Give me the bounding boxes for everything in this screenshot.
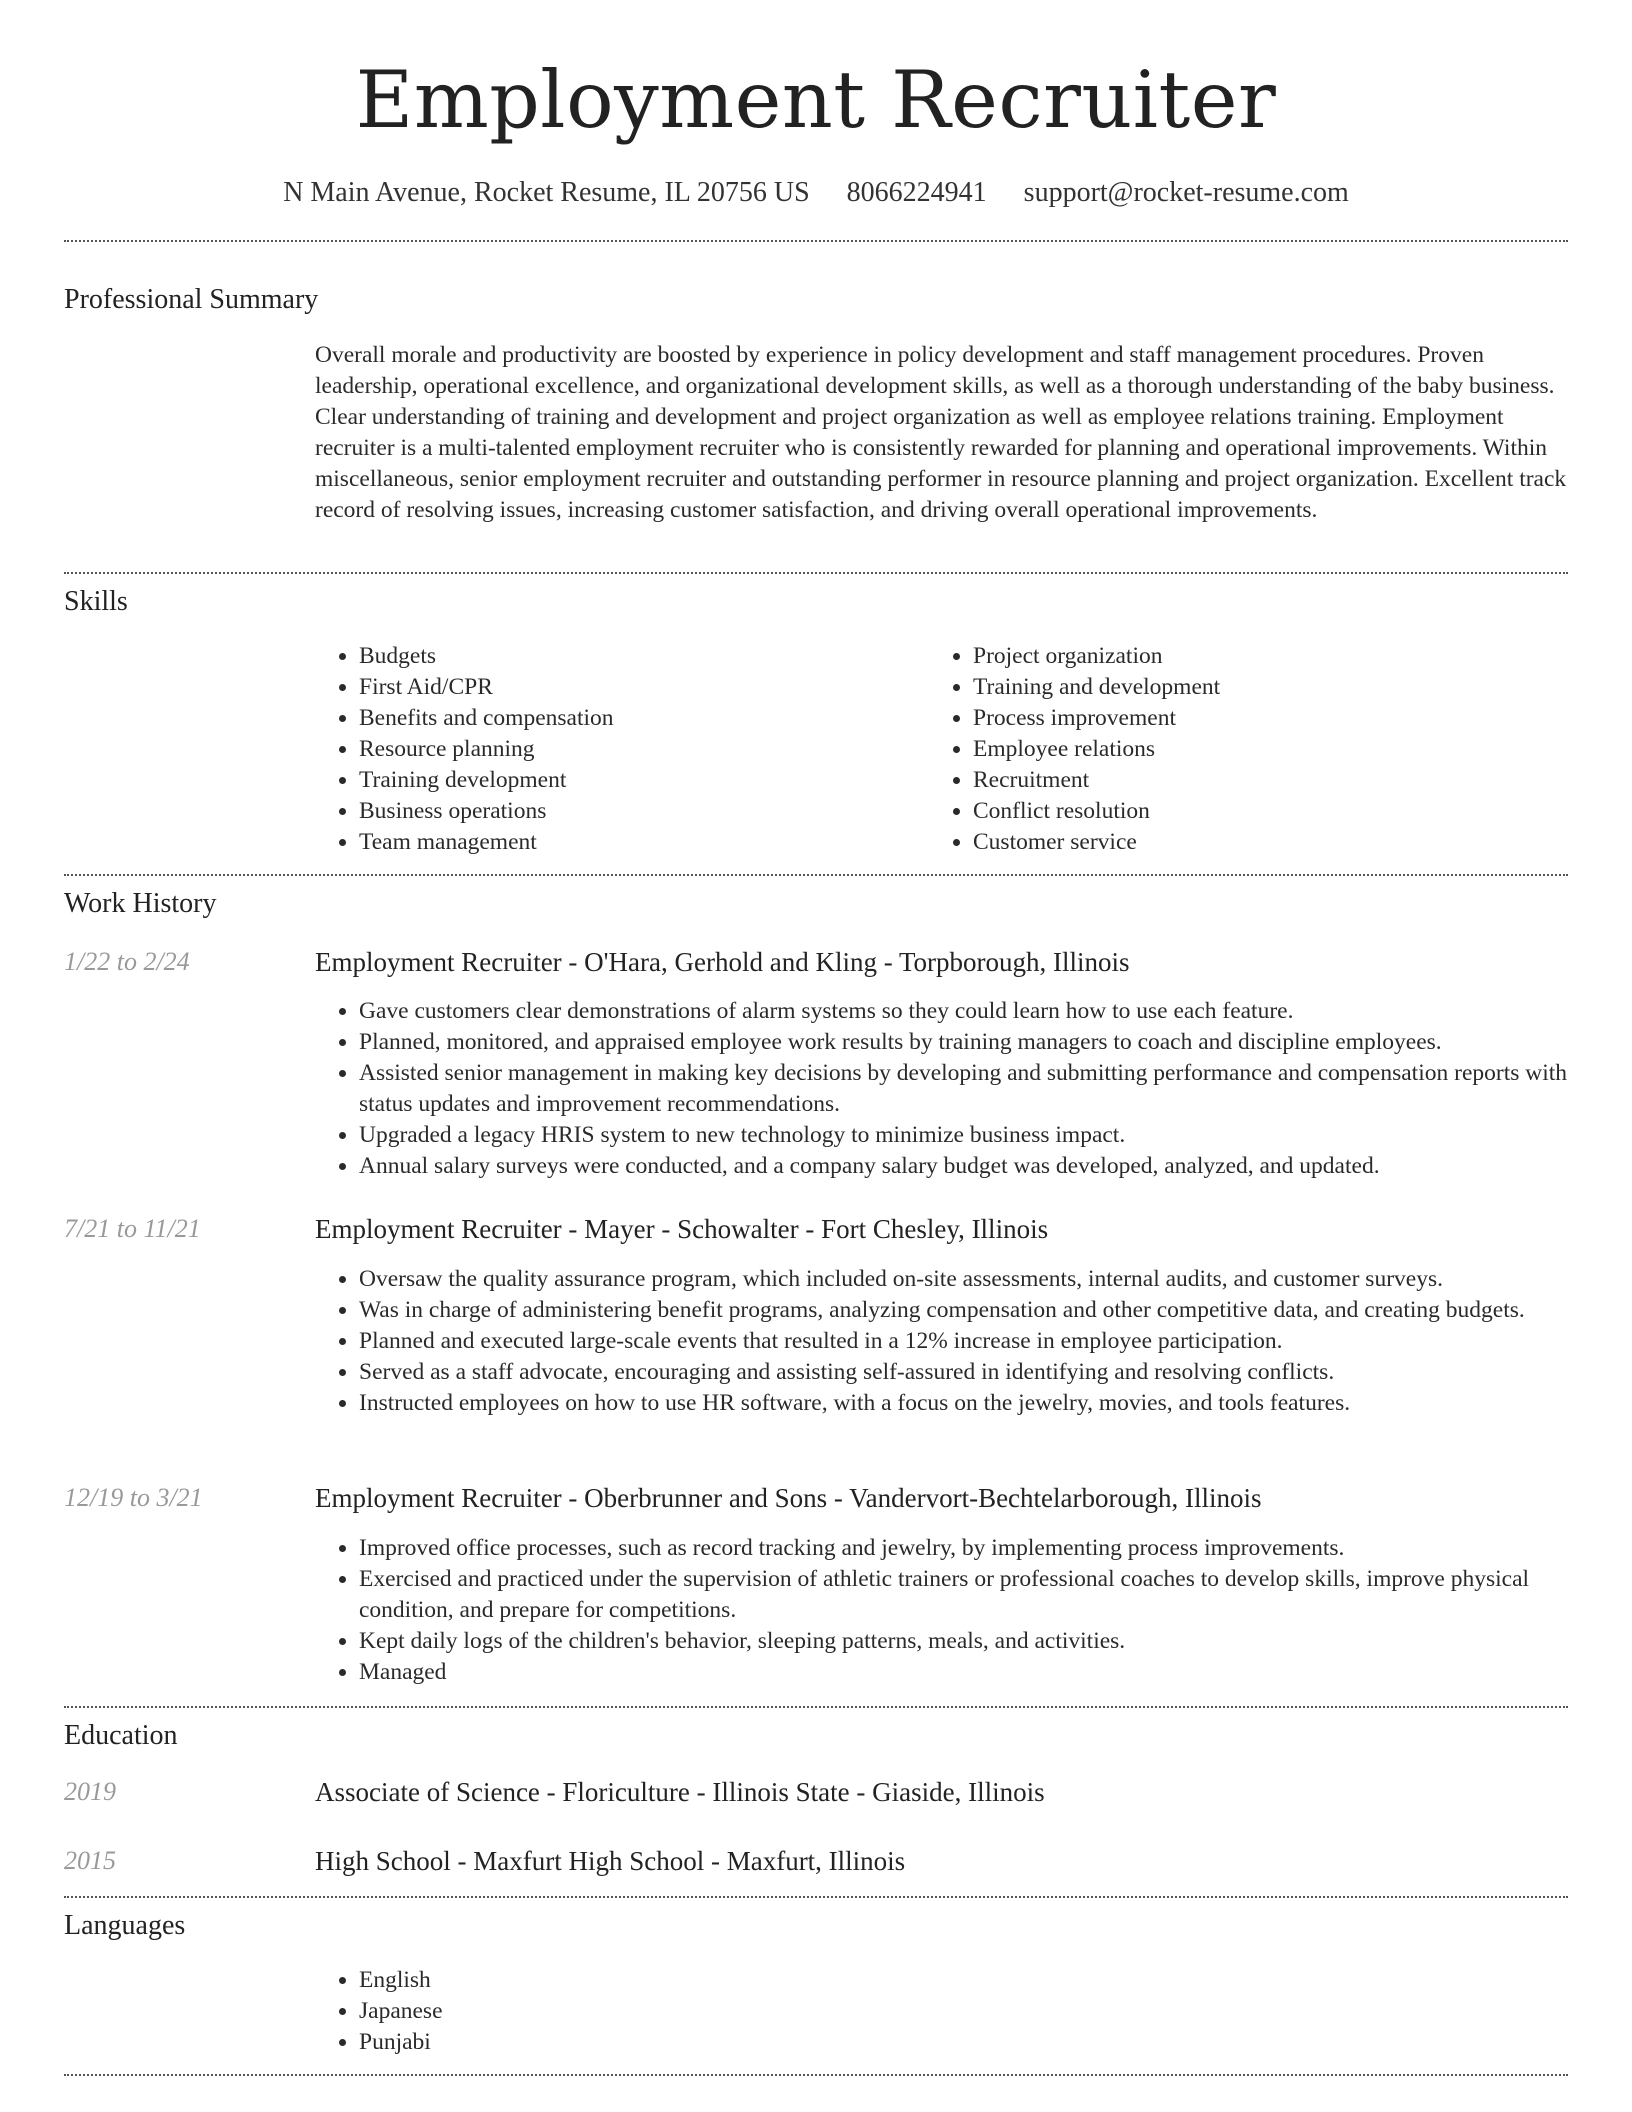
languages-list [315,1965,1575,2058]
job-date: 7/21 to 11/21 [64,1214,201,1243]
education-title: Associate of Science - Floriculture - Illinois State - Giaside, Illinois [315,1777,1045,1807]
section-divider [64,1896,1568,1898]
job-bullet: • Assisted senior management in making key decisions by developing and submitting performance and compensation reports with status updates and improvement recommendations. [359,1058,1575,1120]
education-title: High School - Maxfurt High School - Maxfurt, Illinois [315,1846,906,1876]
skill-item: • Customer service [973,827,1489,858]
contact-line [0,176,1632,210]
education-date: 2019 [64,1777,116,1806]
skill-item: • Project organization [973,641,1489,672]
job-bullet: • Kept daily logs of the children's behavior, sleeping patterns, meals, and activities. [359,1626,1575,1657]
summary-text: Overall morale and productivity are boosted by experience in policy development and staff management procedures. Proven leadership, operational excellence, and organizational development skills, as well as a thorough understanding of the baby business. Clear understanding of training and development and project organization as well as employee relations training. Employment recruiter is a multi-talented employment recruiter who is consistently rewarded for planning and operational improvements. Within miscellaneous, senior employment recruiter and outstanding performer in resource planning and project organization. Excellent track record of resolving issues, increasing customer satisfaction, and driving overall operational improvements. [315,342,1567,523]
section-title-languages: Languages [64,1910,186,1941]
job-title: Employment Recruiter - O'Hara, Gerhold and Kling - Torpborough, Illinois [315,947,1130,977]
contact-email[interactable]: support@rocket-resume.com [1023,177,1349,208]
job-bullets [315,1264,1575,1419]
skill-item: • Employee relations [973,734,1489,765]
education-date: 2015 [64,1846,116,1875]
section-title-summary: Professional Summary [64,284,319,315]
job-bullet: • Managed [359,1657,1575,1688]
contact-phone: 8066224941 [846,177,987,208]
section-title-skills: Skills [64,586,128,617]
section-divider [64,2074,1568,2076]
language-item: • Punjabi [359,2027,1575,2058]
candidate-name: Employment Recruiter [355,54,1277,146]
job-bullets [315,1533,1575,1688]
job-date: 1/22 to 2/24 [64,947,190,976]
job-bullet: • Planned, monitored, and appraised employee work results by training managers to coach and discipline employees. [359,1027,1575,1058]
section-divider [64,1706,1568,1708]
job-bullet: • Served as a staff advocate, encouraging and assisting self-assured in identifying and resolving conflicts. [359,1357,1575,1388]
skill-item: • Benefits and compensation [359,703,875,734]
section-divider [64,240,1568,242]
skill-item: • Resource planning [359,734,875,765]
job-bullets [315,996,1575,1182]
job-bullet: • Instructed employees on how to use HR software, with a focus on the jewelry, movies, and tools features. [359,1388,1575,1419]
job-bullet: • Upgraded a legacy HRIS system to new technology to minimize business impact. [359,1120,1575,1151]
skill-item: • Training development [359,765,875,796]
contact-address: N Main Avenue, Rocket Resume, IL 20756 US [283,177,810,208]
skills-column-left [315,641,875,858]
skill-item: • Training and development [973,672,1489,703]
skill-item: • Conflict resolution [973,796,1489,827]
job-bullet: • Oversaw the quality assurance program, which included on-site assessments, internal audits, and customer surveys. [359,1264,1575,1295]
job-bullet: • Exercised and practiced under the supervision of athletic trainers or professional coaches to develop skills, improve physical condition, and prepare for competitions. [359,1564,1575,1626]
job-bullet: • Gave customers clear demonstrations of alarm systems so they could learn how to use each feature. [359,996,1575,1027]
job-bullet: • Improved office processes, such as record tracking and jewelry, by implementing process improvements. [359,1533,1575,1564]
section-divider [64,874,1568,876]
section-title-education: Education [64,1720,178,1751]
resume-header [0,52,1632,210]
skill-item: • Business operations [359,796,875,827]
section-title-work: Work History [64,888,217,919]
skill-item: • Budgets [359,641,875,672]
section-divider [64,572,1568,574]
skill-item: • Team management [359,827,875,858]
job-title: Employment Recruiter - Oberbrunner and Sons - Vandervort-Bechtelarborough, Illinois [315,1483,1262,1513]
skill-item: • Process improvement [973,703,1489,734]
skill-item: • Recruitment [973,765,1489,796]
job-date: 12/19 to 3/21 [64,1483,203,1512]
job-title: Employment Recruiter - Mayer - Schowalter - Fort Chesley, Illinois [315,1214,1049,1244]
skill-item: • First Aid/CPR [359,672,875,703]
language-item: • Japanese [359,1996,1575,2027]
job-bullet: • Annual salary surveys were conducted, and a company salary budget was developed, analyzed, and updated. [359,1151,1575,1182]
job-bullet: • Planned and executed large-scale events that resulted in a 12% increase in employee participation. [359,1326,1575,1357]
job-bullet: • Was in charge of administering benefit programs, analyzing compensation and other competitive data, and creating budgets. [359,1295,1575,1326]
language-item: • English [359,1965,1575,1996]
skills-column-right [929,641,1489,858]
